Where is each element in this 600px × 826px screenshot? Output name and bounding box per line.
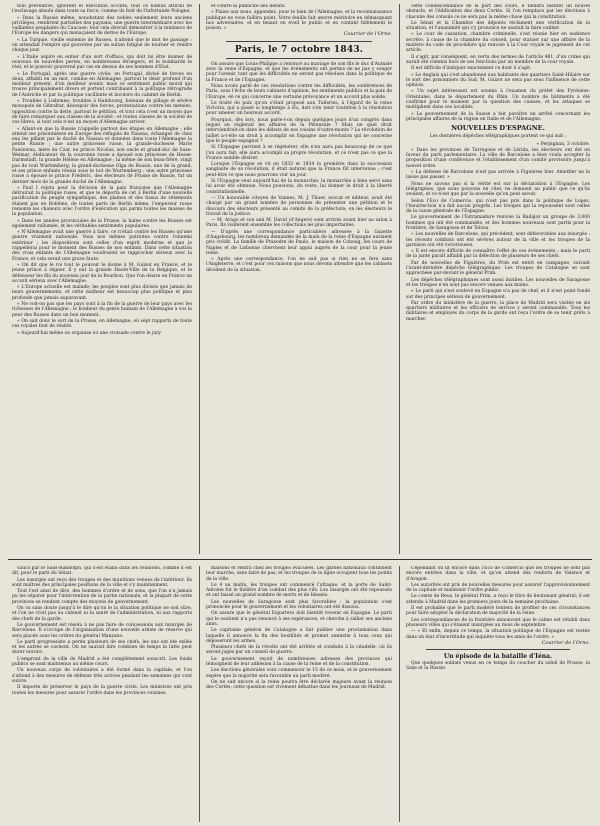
paragraph: Il est difficile d'indiquer exactement ce dont il s'agit. xyxy=(411,66,532,72)
paragraph: Les dépêches télégraphiques sont aussi inutiles. Les nouvelles de Saragosse et les troupes n'en sont pas encore venues aux mains. xyxy=(406,277,590,288)
paragraph: « On sait donc le sort de la Prusse, en Allemagne, où sept rapports de toute ces royales font de réalité. xyxy=(12,318,192,330)
paragraph: « N'Allemagne avait une guerre à faire, ce n'était contre les Russes qu'une guerre vraiment nationale. Vous nos mêmes patriotes contre l'ennemi extérieur ; les dispositions sont celles d'un esprit moderne et que je rappellerai pour le moment des Russes de nos enfants. Dans cette situation des vrais enfants de l'Allemagne voudraient se rapprocher sérieux avec la France, et cela serait une grave faute. xyxy=(12,230,192,262)
paragraph: Le gouvernement est résolu à ne pas faire de concessions aux insurgés de Barcelone. Il s'occupe de l'organisation d'une nouvelle armée de réserve qui sera placée sous les ordres du général Manzano. xyxy=(12,622,192,639)
paragraph: « Troubles à Lisbonne, troubles à Hambourg, bateaux de pillage et sévère monopole de Gibraltar, désespoir des forces, protestations contre les menées, opposition contre la dette, partout le pétition, et tout cela n'est un moyen que de faire remarquer aux classes de la société : et toutes classes de la société de vos libres, si tout cela n'est un moyen d'Allemagne arriver. xyxy=(12,99,192,126)
column-rule xyxy=(199,4,200,554)
paragraph: Que quelques soldats venus en ce temps du coucher du soleil de Prusse, la Saxe et la Russie. xyxy=(406,661,590,672)
column-5 xyxy=(206,566,392,822)
paragraph: Nous ne savons pas si la vérité est sur la déclaration à l'Espagne. Les télégraphes, que nous pouvons en citer, ne donnent au public que ce qu'ils veulent, et ce n'est que par la nouvelle qu'on peut savoir. xyxy=(406,181,590,198)
paragraph: « L'Italie aspire en entier d'un sort d'efface, qui doit lui être donner de nouveau de nouvelles pertes, en nombreuses étrangers, et le bombarde le réel, et le pouvoir gouverné par ces en dessus de ses hommes d'Etat. xyxy=(12,54,192,71)
paragraph: Le 4 au matin, les troupes ont commencé l'attaque, et la porte de Saint-Antoine fut le théâtre d'un combat des plus vifs. Les insurgés ont été repoussés et ont laissé un grand nombre de morts et de blessés. xyxy=(206,582,392,599)
column-1 xyxy=(12,4,192,554)
paragraph: « Allant-on que la Russie n'appelle partout des étapes en Allemagne ; elle attend ses prisonnières en Europe des réfugiés de Nassau, échanges de chez eux les pillant par le duché de Nassau et données dans toute l'Allemagne la petite Russie ; une autre princesse russe, la grande-duchesse Marie Pawlowna, mère du Czar, ne prince Nicolas, son oncle et grand-duc de Saxe-Weimar, Abdicateur de la couronne russe a épousé son princesse de Hesse-Darmstadt, la grande Hélène en Allemagne ; la même de son beau-frère, vingt pas de tout Wurtemberg; la grand-duchesse Olga de Russie, une de la grand, et ses prince enfants réunis sous le toit de Wurtemberg ; une autre princesse russe a épousé le prince Frédéric, des électeurs de Prusse de Russie, fut un dernier mois de la grande duché de l'Allemagne. xyxy=(12,126,192,185)
paragraph: « Perpignan, 3 octobre. xyxy=(536,141,590,147)
paragraph: « La défense de Barcelone n'est pas arrivée à Figuières hier. Amettler ne la laisse pas passer. » xyxy=(406,170,590,181)
paragraph: vaucs par le Sans-Randolph, qui s'est établi dans les réunions, comme il est dit, pour le parti du Sénat. xyxy=(12,566,192,577)
paragraph: « L'Europe actuelle est malade; les peuples sont plus divisés que jamais de leurs gouvernements, et cette malheur est beaucoup plus politique et plus profonde que jamais auparavant. xyxy=(12,285,192,301)
column-6 xyxy=(406,566,590,822)
separator-rule xyxy=(226,58,372,59)
column-3 xyxy=(406,4,590,554)
paragraph: Les correspondances de la frontière annoncent que le calme est rétabli dans plusieurs villes qui s'étaient insurgées au mois de septembre. xyxy=(406,617,590,628)
source-signature: Courrier de l'Orne. xyxy=(343,31,392,38)
paragraph: — M. Arago et son ami M. David (d'Angers) sont arrivés avant hier au salon à Paris. Ils visitèrent ensemble les collections les plus importantes. xyxy=(206,218,392,229)
paragraph: Selon l'Eco de Comercio, qui n'est pas pris dans la politique de Lopez, l'insurrection n'a fait aucun progrès. Les troupes qui la repoussent sont celles de la cause générale de l'Espagne. xyxy=(406,198,590,215)
dateline-heading: Paris, le 7 octobre 1843. xyxy=(234,44,364,55)
paragraph: « Ne voit-on pas que les pays sont à la fin de la guerre de leur pays avec les richesses de l'Allemagne ; le bonheur du genre humain de l'Allemagne à vos la peur des Russes dans un bon moment. xyxy=(12,302,192,318)
paragraph: Par ordre du ministère de la guerre, la place de Madrid sera visitée en six quartiers militaires et les officiers de service y seront commandés. Tous les militaires et employés du corps de la garde ont reçu l'ordre de se tenir prêts à marcher. xyxy=(406,300,590,322)
paragraph: Si l'Espagne parvient à se régénérer, elle n'en aura pas beaucoup de ce que l'on aura fait; elle aura accompli sa propre révolution, et ce n'est pas ce que la France semble désirer. xyxy=(206,145,392,161)
paragraph: Il s'agit, par conséquent, en vertu des termes de l'article 481, d'un crime qui aurait été commis hors de ses fonctions par un membre de la cour royale. xyxy=(406,54,590,65)
column-4 xyxy=(12,566,192,822)
paragraph: « Un sujet intéressant est soumis à l'examen du préfet des Pyrénées-Orientales, dans le département du Rhin. Un nombre de bâtiments a été confirmé pour le moment par la question des caisses, et les attaques se multiplient dans ces localités. xyxy=(406,89,590,111)
paragraph: Il importe de préserver le pays de la guerre civile. Les ministres ont pris toutes les mesures pour assurer l'ordre dans les provinces voisines. xyxy=(12,685,192,696)
paragraph: « On dit que le roi tout le pouvoir le donne à M. Guizot en France, et le jeune prince à régner. Il y eut la grande Haute-Ville de la Belgique, et le défenseur les fils du nouveau jour de la Bourbon. Que l'on désire en France un accord sérieux avec l'Allemagne. xyxy=(12,262,192,284)
paragraph: « Dans les provinces de Tarragone et de Lérida, les électeurs ont été en faveur du parti parlementaire. La ville de Barcelone a bien voulu accepter la proposition d'une conférence et l'établissement d'un comité provisoire jusqu'à nouvel ordre. xyxy=(406,147,590,169)
paragraph: On assure que Louis-Philippe a renoncé au mariage de son fils le duc d'Aumale avec la reine d'Espagne, et que les événements ont permis de ne pas y songer pour l'avenir, tant que les difficultés ne seront pas résolues dans la politique de la France et de l'Espagne. xyxy=(206,61,392,83)
paragraph: « Le gouvernement de la Suisse a fait paraître un arrêté concernant les principales affaires de la région en Italie et de l'Allemagne. xyxy=(406,111,590,122)
paragraph: Nous avons parlé de ces résolutions contre les difficultés, les conférences de Paris, sous l'écho de leurs cabinets d'opinion, les sentiments publics et la paix de l'Europe, en ce qui concerne une certaine prévoyance et un accord plus solide. xyxy=(206,83,392,100)
column-rule xyxy=(199,566,200,822)
section-subheading: Les dernières dépêches télégraphiques portent ce qui suit : xyxy=(429,134,567,140)
source-signature: Courrier de l'Orne. xyxy=(541,639,590,646)
paragraph: « Le Anglais qui s'est abandonné aux habitants des quartiers Saint-Hilaire sur le sort des prisonniers du Sud, M. Guizot ne sera pas sous l'influence de cette opinion. xyxy=(406,72,590,89)
paragraph: « La Turquie, vieille ennemie de Russes, n'attend que le mot de passage : on attendait l'empire qui gouverne par un sultan fatigué de tourner et rendre chaque jour. xyxy=(12,37,192,54)
paragraph: « Le Portugal, après une guerre civile; en Portugal, divisé de forces en deux, affaibli en un mot, comme en Allemagne, partout le désir profond d'un meilleur présent, d'un meilleur avenir, mais ce sentiment public moral qui trouve principalement divers et portent contribuant à la politique rétrograde de l'Autriche et par la politique vacillante et incolore du cabinet de Berlin. xyxy=(12,71,192,98)
paragraph: Le traité de paix qu'on s'était proposé aux Tuileries, à l'égard de la reine Victoria, qui a passé si longtemps à Eu, doit s'en tenir toutefois à la résolution pour amener un heureux accord. xyxy=(206,100,392,117)
column-rule xyxy=(399,566,400,822)
paragraph: Les nouvelles de Saragosse sont plus favorables ; la population s'est prononcée pour le gouvernement et les volontaires ont été dissous. xyxy=(206,599,392,611)
paragraph: Tout l'est ainsi de dire, des hommes d'ordre et de sens, que l'on n'a jamais pu les séparer pour l'intervention de la partie nationale, et la plupart de cette provinces se rendent compte des moyens de gouvernement. xyxy=(12,589,192,605)
paragraph: Si l'Espagne veut aujourd'hui de la monarchie, la monarchie a bien servi sans lui avoir été obtenue. Nous pouvions, du reste, lui donner le droit à la liberté constitutionnelle. xyxy=(206,179,392,195)
paragraph: — « Et enfin, depuis ce temps, la situation politique de l'Espagne est restée dans un état d'incertitude qui inquiète tous les amis de l'ordre. » xyxy=(406,629,590,640)
paragraph: « Dans la Russie même, nonobstant des nobles seulement leurs anciens priviléges, rendirent partielles des paysans, une guerre intermédiaire avec les vaillantes peuplades du Caucase; tout cela devrait démontrer à la tendance de l'Europe les dangers qui menaçaient de dettes de l'Europe. xyxy=(12,15,192,37)
section-heading: NOUVELLES D'ESPAGNE. xyxy=(451,124,545,133)
paragraph: Le capitaine général de Catalogne a fait publier une proclamation dans laquelle il annonce la fin des hostilités et promet amnistie à tous ceux qui déposeront les armes. xyxy=(206,628,392,644)
paragraph: Le gouvernement de l'Estramadure renvoie la Badajoz un groupe de 3,000 hommes qui ont été commandés, et des hommes nouveaux sont partis pour la frontière, de Saragosse et de Tolosa. xyxy=(406,215,590,231)
paragraph: Le parti progressiste a perdu plusieurs de ses chefs; les uns ont été exilés et les autres se cachent. On ne saurait dire combien de temps la lutte peut durer encore. xyxy=(12,639,192,656)
paragraph: Les insurgés ont reçu des troupes et des munitions venues de l'intérieur. Ils sont maîtres des principales positions de la ville et s'y maintiennent. xyxy=(12,577,192,588)
paragraph: « Plaise aux nous, appendez, pour le bien de l'Allemagne, et la reconnaissance publique ne vous faillira point. Votre feuille fait œuvre méritoire en démasquant nos adversaires, et en tenant en éveil le public et en contant fidèlement le poison. » xyxy=(206,10,392,32)
paragraph: — Un honorable citoyen de Vannes, M. J. Thuer, avocat et éditeur, avait été chargé par un grand nombre de personnes de présenter une pétition et le discours des électeurs présenté au comité de la préfecture; on les électeurs le travail de la justice. xyxy=(206,195,392,217)
paragraph: « Aujourd'hui même on organise ici une croisade contre le jury xyxy=(17,330,161,336)
paragraph: Le comte de Reus, le général Prim, a reçu le titre de lieutenant général; il est attendu à Madrid dans les premiers jours de la semaine prochaine. xyxy=(406,594,590,605)
paragraph: Les élections générales vont commencer le 15 de ce mois, et le gouvernement espère que la majorité sera favorable au parti modéré. xyxy=(206,668,392,679)
paragraph: « Le cour de cassation, chambre criminelle, s'est réunie hier en audience secrète, à cause de la chambre du conseil, pour statuer sur une affaire de la matière du code de procédure qui renvoie à la Cour royale le jugement de cet article. xyxy=(406,32,590,54)
paragraph: « Le parti qui s'est soulevé en Espagne n'a pas de chef, et il n'est point fondé sur des principes sérieux de gouvernement. xyxy=(406,289,590,300)
paragraph: maisons et rentra chez les troupes évacuées. Les gardes nationaux continuent leur marche, sans faire de pas, et les troupes de la ligne occupent tous les points de la ville. xyxy=(206,566,392,582)
paragraph: tion préventive, ignorent et exécution occulte, tout ce hideux attirail de l'esclavage absolu dans toute sa force, comme ils font de l'infortunée Pologne. xyxy=(12,4,192,15)
paragraph: « Il est encore difficile de connaître l'effet de ces événements ; mais le parti de la junte paraît affaibli par la défection de plusieurs de ses chefs. xyxy=(406,249,590,260)
separator-rule xyxy=(226,41,372,42)
paragraph: On ne sait encore si la reine pourra être déclarée majeure avant la réunion des Cortès; cette question est vivement débattue dans les journaux de Madrid. xyxy=(206,679,392,691)
paragraph: cette condescendance de la part des cours, il tiendra bientôt un nouvel obstacle, et l'édification des deux Cortès. Si l'on remplace par les élections à chacune des consuls ce ne sera pas la même chose qui la constitution. xyxy=(406,4,590,20)
paragraph: Le gouvernement reçoit de nombreuses adresses des provinces qui témoignent de leur adhésion à la cause de la reine et de la constitution. xyxy=(206,656,392,668)
paragraph: — D'après une correspondance particulière adressée à la Gazette d'Augsbourg, les nombreux demandés de la main de la reine d'Espagne auraient pris crédit. La famille de Praxedre de Paulo, le maison de Coboug, les cours de Naples et de Lisbonne cherchent leur appui auprès de la cour pour la jeune reine. xyxy=(206,229,392,256)
paragraph: On assure que le général Espartero doit bientôt revenir en Espagne. Le parti qui le soutient n'a pas renoncé à ses espérances, et cherche à rallier ses anciens amis. xyxy=(206,611,392,627)
paragraph: Plusieurs chefs de la révolte ont été arrêtés et conduits à la citadelle, où ils seront jugés par un conseil de guerre. xyxy=(206,645,392,656)
paragraph: « Après une correspondance, l'on ne sait pas si rien ne se fera sans l'Angleterre, et c'est pour ces raisons que nous devons attendre que les cabinets décident de la situation. xyxy=(206,257,392,273)
paragraph: « Paul I rejeta pour la décision de la paix française que l'Allemagne détruirait la politique russe, et que le déporta de cet à Berlin d'une nouvelle pacification du peuple sympathique, des plaines et des tissus de vêtements étaient pas en Bohême, de toutes parts de Berlin même, l'empereur russe remonte les chaleurs avec l'ordre d'exécution qui parmi toutes les masses de la population. xyxy=(12,185,192,218)
paragraph: Pourquoi, dès lors, nous parle-t-on depuis quelques jours d'un congrès dans lequel on réglerait les affaires de la Péninsule ? Mais ne quel droit interviendrait-on dans les débats de nos voisins d'outre-monts ? La révolution de juillet a-t-elle un droit à accomplir en Espagne une révolution qui ne concerne que le peuple espagnol ? xyxy=(206,117,392,144)
paragraph: et contre la publicité des débats. xyxy=(211,4,286,9)
separator-rule xyxy=(426,649,570,650)
paragraph: Par de nouvelles de Figuières, du Prim est entré en campagne, suivant l'avant-dernière dépêche télégraphique. Les troupes de Catalogne se sont approchées par-devant le général Prim. xyxy=(406,260,590,277)
feuilleton-title: Un épisode de la bataille d'Iéna. xyxy=(443,653,553,661)
paragraph: Les autorités ont pris de nouvelles mesures pour assurer l'approvisionnement de la capitale et maintenir l'ordre public. xyxy=(406,582,590,594)
paragraph: « Dans les années provinciales de la Prusse, la haine contre les Russes est également rallumée, et les véritables sentiments populaires. xyxy=(12,218,192,229)
paragraph: On va sans doute jusqu'à le dire qu'on le la situation politique ne soit sûre, et l'on ne croit pas au cabinet ni la santé de l'administration, ni aux rapports des chefs de la garde. xyxy=(12,606,192,622)
paragraph: Cependant on lit encore dans l'Eco de Comercio que les troupes ne sont pas encore entrées dans la ville, et qu'on attend des renforts de Valence et d'Aragon. xyxy=(406,566,590,582)
paragraph: Lorsque l'Espagne se vit en 1833 et 1834 la première dans la succession sanglante de sa révolution, il était naturel que la France fût intervenue ; c'est peut-être ce que nous pourrons voir un jour. xyxy=(206,162,392,178)
column-2 xyxy=(206,4,392,554)
paragraph: « Les nouvelles de Barcelone, qui précèdent, sont défavorables aux insurgés : les récents combats ont été sévères autour de la ville et les troupes de la garnison ont été victorieuses. xyxy=(406,232,590,248)
feuilleton-divider xyxy=(8,559,592,560)
column-rule xyxy=(399,4,400,554)
paragraph: Le Sénat et la Chambre des députés réclament une vérification de la situation, et l'unanimité qui s'y prononce ne saurait la faire oublier. xyxy=(406,20,590,32)
paragraph: Un nouveau corps de volontaires a été formé dans la capitale, et l'on s'attend à des mesures de défense très actives pendant les semaines qui vont suivre. xyxy=(12,668,192,684)
paragraph: L'emprunt de la ville de Madrid a été complètement souscrit. Les fonds publics se sont maintenus au même cours. xyxy=(12,656,192,668)
paragraph: Il est probable que le parti modéré tentera de profiter de ces circonstances pour faire adopter la déclaration de majorité de la reine. xyxy=(406,606,590,617)
